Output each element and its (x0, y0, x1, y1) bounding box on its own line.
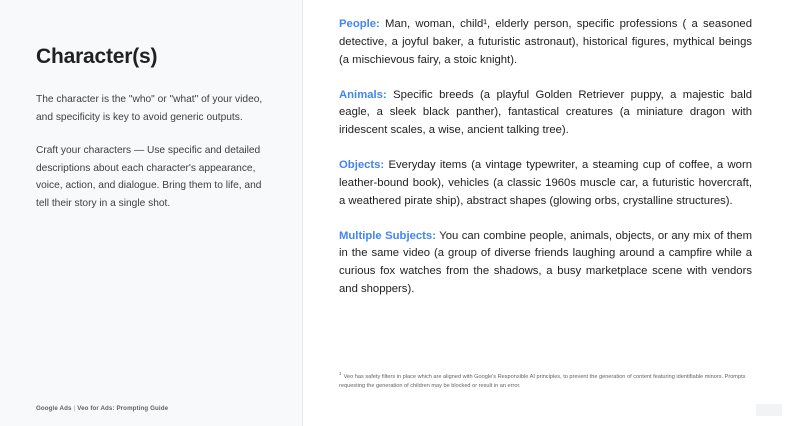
left-content (36, 44, 264, 228)
footer-brand: Google Ads (36, 405, 72, 412)
footer-subtitle: Veo for Ads: Prompting Guide (77, 405, 169, 412)
entry-body: Specific breeds (a playful Golden Retriever puppy, a majestic bald eagle, a sleek black panther), fantastical creatures (a miniature dragon with iridescent scales, a wise, ancient talking tree). (339, 88, 752, 137)
list-item (339, 16, 752, 70)
slide-footer (36, 405, 168, 412)
intro-paragraph: The character is the "who" or "what" of your video, and specificity is key to avoid generic outputs. (36, 94, 263, 123)
list-item (339, 228, 752, 299)
right-panel (303, 0, 796, 426)
entry-text (339, 16, 752, 70)
craft-paragraph: Craft your characters — Use specific and detailed descriptions about each character's appearance, voice, action, and dialogue. Bring them to life, and tell their story in a single shot. (36, 145, 262, 209)
entry-lead: Multiple Subjects: (339, 229, 436, 242)
footer-separator: | (73, 405, 76, 412)
entry-text (339, 87, 752, 141)
entry-body: Everyday items (a vintage typewriter, a steaming cup of coffee, a worn leather-bound book), vehicles (a classic 1960s muscle car, a futuristic hovercraft, a weathered pirate ship), abstract shapes (glowing orbs, crystalline structures). (339, 159, 752, 207)
page-title: Character(s) (36, 45, 158, 68)
entry-text (339, 228, 752, 299)
entry-lead: People: (339, 18, 380, 30)
page-number-chip (756, 404, 782, 416)
entry-lead: Animals: (339, 88, 387, 101)
entry-body: Man, woman, child¹, elderly person, specific professions ( a seasoned detective, a joyful baker, a futuristic astronaut), historical figures, mythical beings (a mischievous fairy, a stoic knight). (339, 18, 752, 66)
list-item (339, 157, 752, 211)
footnote (339, 370, 766, 392)
entry-lead: Objects: (339, 159, 385, 172)
left-panel (0, 0, 302, 426)
footnote-marker: 1 (339, 370, 342, 376)
list-item (339, 87, 752, 141)
entry-text (339, 157, 752, 211)
footnote-text: Veo has safety filters in place which are aligned with Google's Responsible AI principles, to prevent the generation of content featuring identifiable minors. Prompts requesting the generation of children may be blocked or result in an error. (339, 373, 746, 390)
entry-body: You can combine people, animals, objects, or any mix of them in the same video (a group of diverse friends laughing around a campfire while a curious fox watches from the shadows, a busy marketplace scene with vendors and shoppers). (339, 229, 752, 296)
